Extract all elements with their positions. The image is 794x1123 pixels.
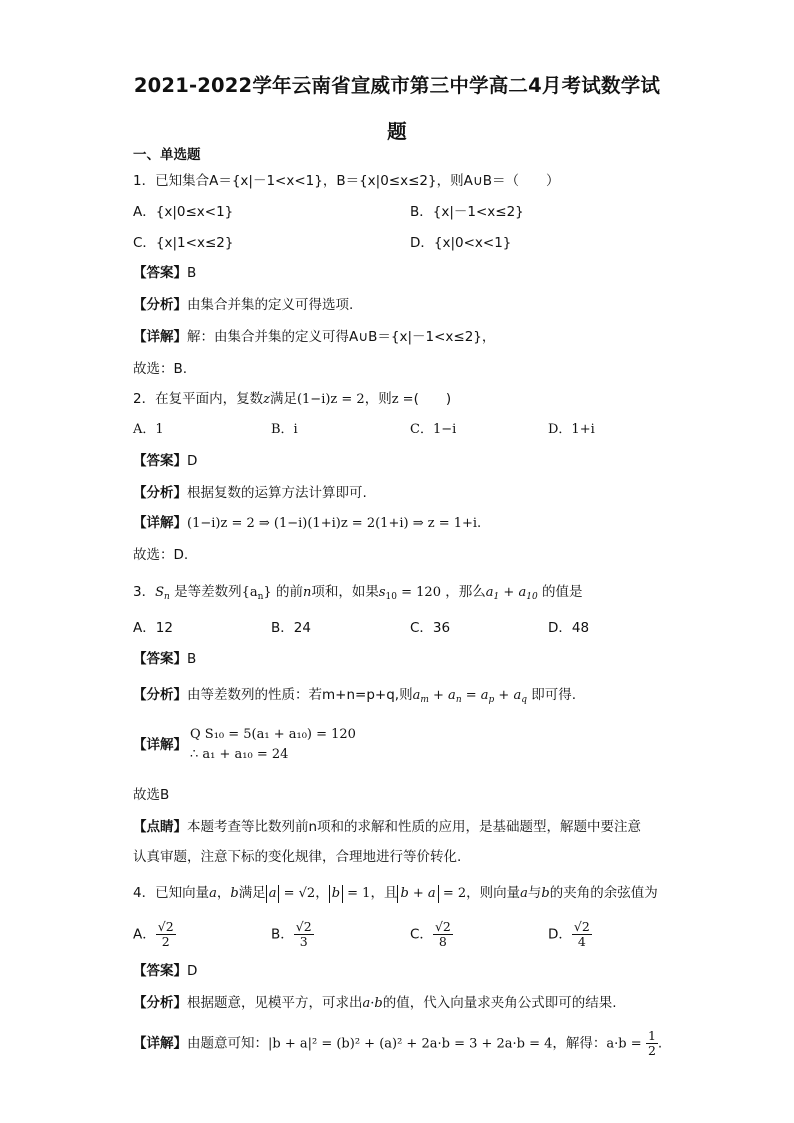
q4-cond2: b = 1 [329,886,371,901]
analysis-tag: 【分析】 [133,995,187,1011]
q4-answer [133,962,197,980]
answer-tag: 【答案】 [133,651,187,667]
q1-stem: 1．已知集合A＝{x|－1<x<1}，B＝{x|0≤x≤2}，则A∪B＝（ ） [133,173,560,189]
q4-stem-a: 4．已知向量 [133,885,210,901]
q4-stem-d: ，则向量 [466,885,521,901]
q4-stem-b: 满足 [238,885,266,901]
q2-detail-text: (1−i)z = 2 ⇒ (1−i)(1+i)z = 2(1+i) ⇒ z = 1+i. [187,516,482,531]
q4-detail-result: a·b = [606,1036,642,1052]
q1-detail [133,328,495,346]
q2-stem-e: ( ) [413,391,452,407]
q2-analysis [133,484,367,502]
q2-option-c: C．1−i [410,422,457,437]
q4-analysis-a: 根据题意，见模平方，可求出 [187,995,363,1011]
q3-stem [133,583,582,606]
detail-tag: 【详解】 [133,329,187,345]
answer-tag: 【答案】 [133,453,187,469]
q4-cond3: b + a = 2 [397,886,466,901]
q4-option-d: D． $\frac{√2}{4}$ [548,919,590,949]
q2-equation: (1−i)z = 2 [296,392,365,407]
q4-stem-c: ，且 [370,885,398,901]
q4-option-c: C． $\frac{√2}{8}$ [410,919,451,949]
q4-detail-equation: |b + a|² = (b)² + (a)² + 2a·b = 3 + 2a·b = 4 [268,1036,553,1052]
q3-detail-tag [133,736,187,754]
q4-option-b: B． $\frac{√2}{3}$ [271,919,312,949]
q3-sum: $a_1 + a_{10}$ [485,585,538,602]
q1-answer [133,264,196,282]
detail-tag: 【详解】 [133,515,187,531]
q3-comment-text1: 本题考查等比数列前n项和的求解和性质的应用，是基础题型，解题中要注意 [187,819,642,835]
q2-answer-value: D [187,453,198,469]
q2-stem-a: 2．在复平面内，复数 [133,391,264,407]
q3-comment-line1 [133,818,641,836]
answer-tag: 【答案】 [133,963,187,979]
q3-seq: $\{a_n\}$ [241,585,272,602]
q4-cond1: a = √2 [266,886,316,901]
q2-option-d: D．1+i [548,422,595,437]
q2-stem-b: 满足 [269,391,297,407]
detail-tag: 【详解】 [133,737,187,753]
q4-adotb: a·b [362,996,383,1011]
q1-option-b: B．{x|－1<x≤2} [410,204,524,220]
q3-comment-line2: 认真审题，注意下标的变化规律，合理地进行等价转化. [133,849,462,865]
q2-stem [133,390,451,409]
q3-option-b: B．24 [271,620,311,636]
q2-conclusion: 故选：D. [133,547,189,563]
q3-text-e: 的值是 [541,584,583,600]
q1-detail-text: 解：由集合并集的定义可得A∪B＝{x|－1<x≤2}， [187,329,496,345]
q3-text-b: 的前 [276,584,303,600]
q3-analysis-b: 即可得. [531,687,577,703]
q3-text-a: 是等差数列 [174,584,242,600]
q3-option-a: A．12 [133,620,173,636]
q1-conclusion: 故选：B. [133,361,188,377]
q3-detail-line2: ∴ a₁ + a₁₀ = 24 [190,747,289,762]
q4-analysis [133,994,617,1013]
q4-analysis-b: 的值，代入向量求夹角公式即可的结果. [382,995,617,1011]
q2-detail [133,514,481,533]
q4-vector-a-ref: a [520,886,528,901]
q3-property: $a_m + a_n = a_p + a_q$ [412,688,527,705]
section-heading: 一、单选题 [133,147,201,163]
detail-tag: 【详解】 [133,1035,187,1052]
q3-n: n [303,585,312,600]
q3-answer-value: B [187,651,197,667]
q4-vector-b-ref: b [541,886,550,901]
q4-stem-f: 的夹角的余弦值为 [549,885,658,901]
q3-option-c: C．36 [410,620,451,636]
q1-analysis-text: 由集合并集的定义可得选项. [187,297,354,313]
q1-option-d: D．{x|0<x<1} [410,235,512,251]
q4-detail-b: ，解得： [552,1035,607,1052]
analysis-tag: 【分析】 [133,687,187,703]
q1-option-a: A．{x|0≤x<1} [133,204,234,220]
q2-option-a: A．1 [133,422,164,437]
q4-stem: 4．已知向量a，b满足 a = √2， b = 1，且 b + a = 2，则向量a与b的夹角的余弦值为 [133,885,658,901]
q3-analysis-a: 由等差数列的性质：若m+n=p+q,则 [187,687,413,703]
q4-option-a: A． $\frac{√2}{2}$ [133,919,174,949]
q3-answer [133,650,196,668]
q4-detail: 【详解】由题意可知：|b + a|² = (b)² + (a)² + 2a·b = 3 + 2a·b = 4，解得：a·b = $\frac{1}{2}$ . [133,1028,663,1058]
page-title-line2: 题 [387,120,407,143]
analysis-tag: 【分析】 [133,485,187,501]
q4-detail-a: 由题意可知： [187,1035,268,1052]
answer-tag: 【答案】 [133,265,187,281]
comment-tag: 【点睛】 [133,819,187,835]
analysis-tag: 【分析】 [133,297,187,313]
q3-text-d: ，那么 [445,584,486,600]
q4-answer-value: D [187,963,198,979]
q2-stem-c: ，则 [364,391,392,407]
page-title-line1: 2021-2022学年云南省宣威市第三中学高二4月考试数学试 [133,74,661,97]
q1-option-c: C．{x|1<x≤2} [133,235,234,251]
q3-sn: $S_n$ [155,585,170,602]
q3-detail-line1: Q S₁₀ = 5(a₁ + a₁₀) = 120 [190,727,356,742]
q3-number: 3． [133,584,156,600]
q2-analysis-text: 根据复数的运算方法计算即可. [187,485,367,501]
q3-option-d: D．48 [548,620,590,636]
q2-option-b: B．i [271,422,298,437]
q1-analysis [133,296,353,314]
q1-answer-value: B [187,265,197,281]
q2-z: z [263,392,270,407]
q2-answer [133,452,197,470]
q3-text-c: 项和，如果 [311,584,379,600]
q3-analysis [133,686,576,709]
q3-s10: $s_{10} = 120$ [378,585,441,602]
q4-stem-e: 与 [527,885,542,901]
q2-stem-d: z = [391,392,414,407]
q4-vector-a: a [209,886,217,901]
q3-conclusion: 故选B [133,787,170,803]
q4-vector-b: b [230,886,239,901]
